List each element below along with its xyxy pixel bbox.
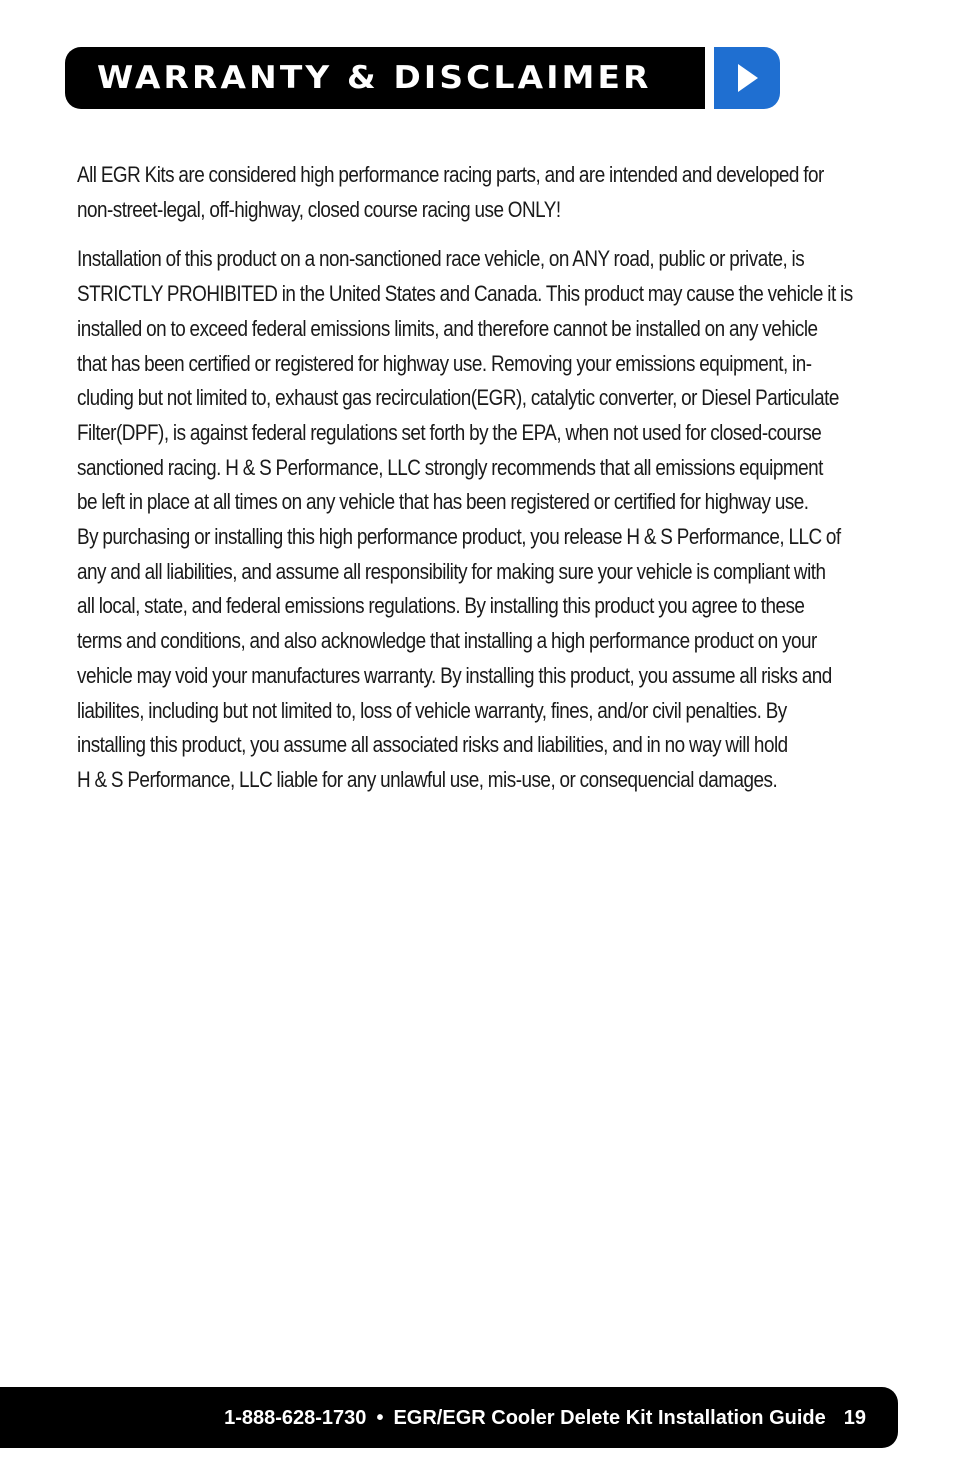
footer-guide-title: EGR/EGR Cooler Delete Kit Installation Guide: [393, 1406, 826, 1429]
section-title: WARRANTY & DISCLAIMER: [97, 59, 652, 96]
header-arrow-tab: [714, 47, 780, 109]
page-number: 19: [843, 1406, 866, 1429]
disclaimer-paragraph-intro: All EGR Kits are considered high performance racing parts, and are intended and developed for non-street-legal, off-highway, closed course racing use ONLY!: [77, 162, 824, 222]
footer-separator: •: [376, 1406, 384, 1429]
footer-text: [224, 1408, 866, 1428]
section-header: [65, 47, 705, 109]
disclaimer-body: [77, 158, 867, 798]
play-right-icon: [736, 62, 760, 94]
page-footer: [0, 1387, 898, 1448]
footer-phone: 1-888-628-1730: [224, 1406, 367, 1429]
disclaimer-paragraph-legal: Installation of this product on a non-sanctioned race vehicle, on ANY road, public or private, is STRICTLY PROHIBITED in the United States and Canada. This product may cause the vehicle it is installed on to exceed federal emissions limits, and therefore cannot be installed on any vehicle that has been certified or registered for highway use. Removing your emissions equipment, in- cluding but not limited to, exhaust gas recirculation(EGR), catalytic converter, or Diesel Particulate Filter(DPF), is against federal regulations set forth by the EPA, when not used for closed-course sanctioned racing. H & S Performance, LLC strongly recommends that all emissions equipment be left in place at all times on any vehicle that has been registered or certified for highway use. By purchasing or installing this high performance product, you release H & S Performance, LLC of any and all liabilities, and assume all responsibility for making sure your vehicle is compliant with all local, state, and federal emissions regulations. By installing this product you agree to these terms and conditions, and also acknowledge that installing a high performance product on your vehicle may void your manufactures warranty. By installing this product, you assume all risks and liabilites, including but not limited to, loss of vehicle warranty, fines, and/or civil penalties. By installing this product, you assume all associated risks and liabilities, and in no way will hold H & S Performance, LLC liable for any unlawful use, mis-use, or consequencial damages.: [77, 246, 853, 792]
